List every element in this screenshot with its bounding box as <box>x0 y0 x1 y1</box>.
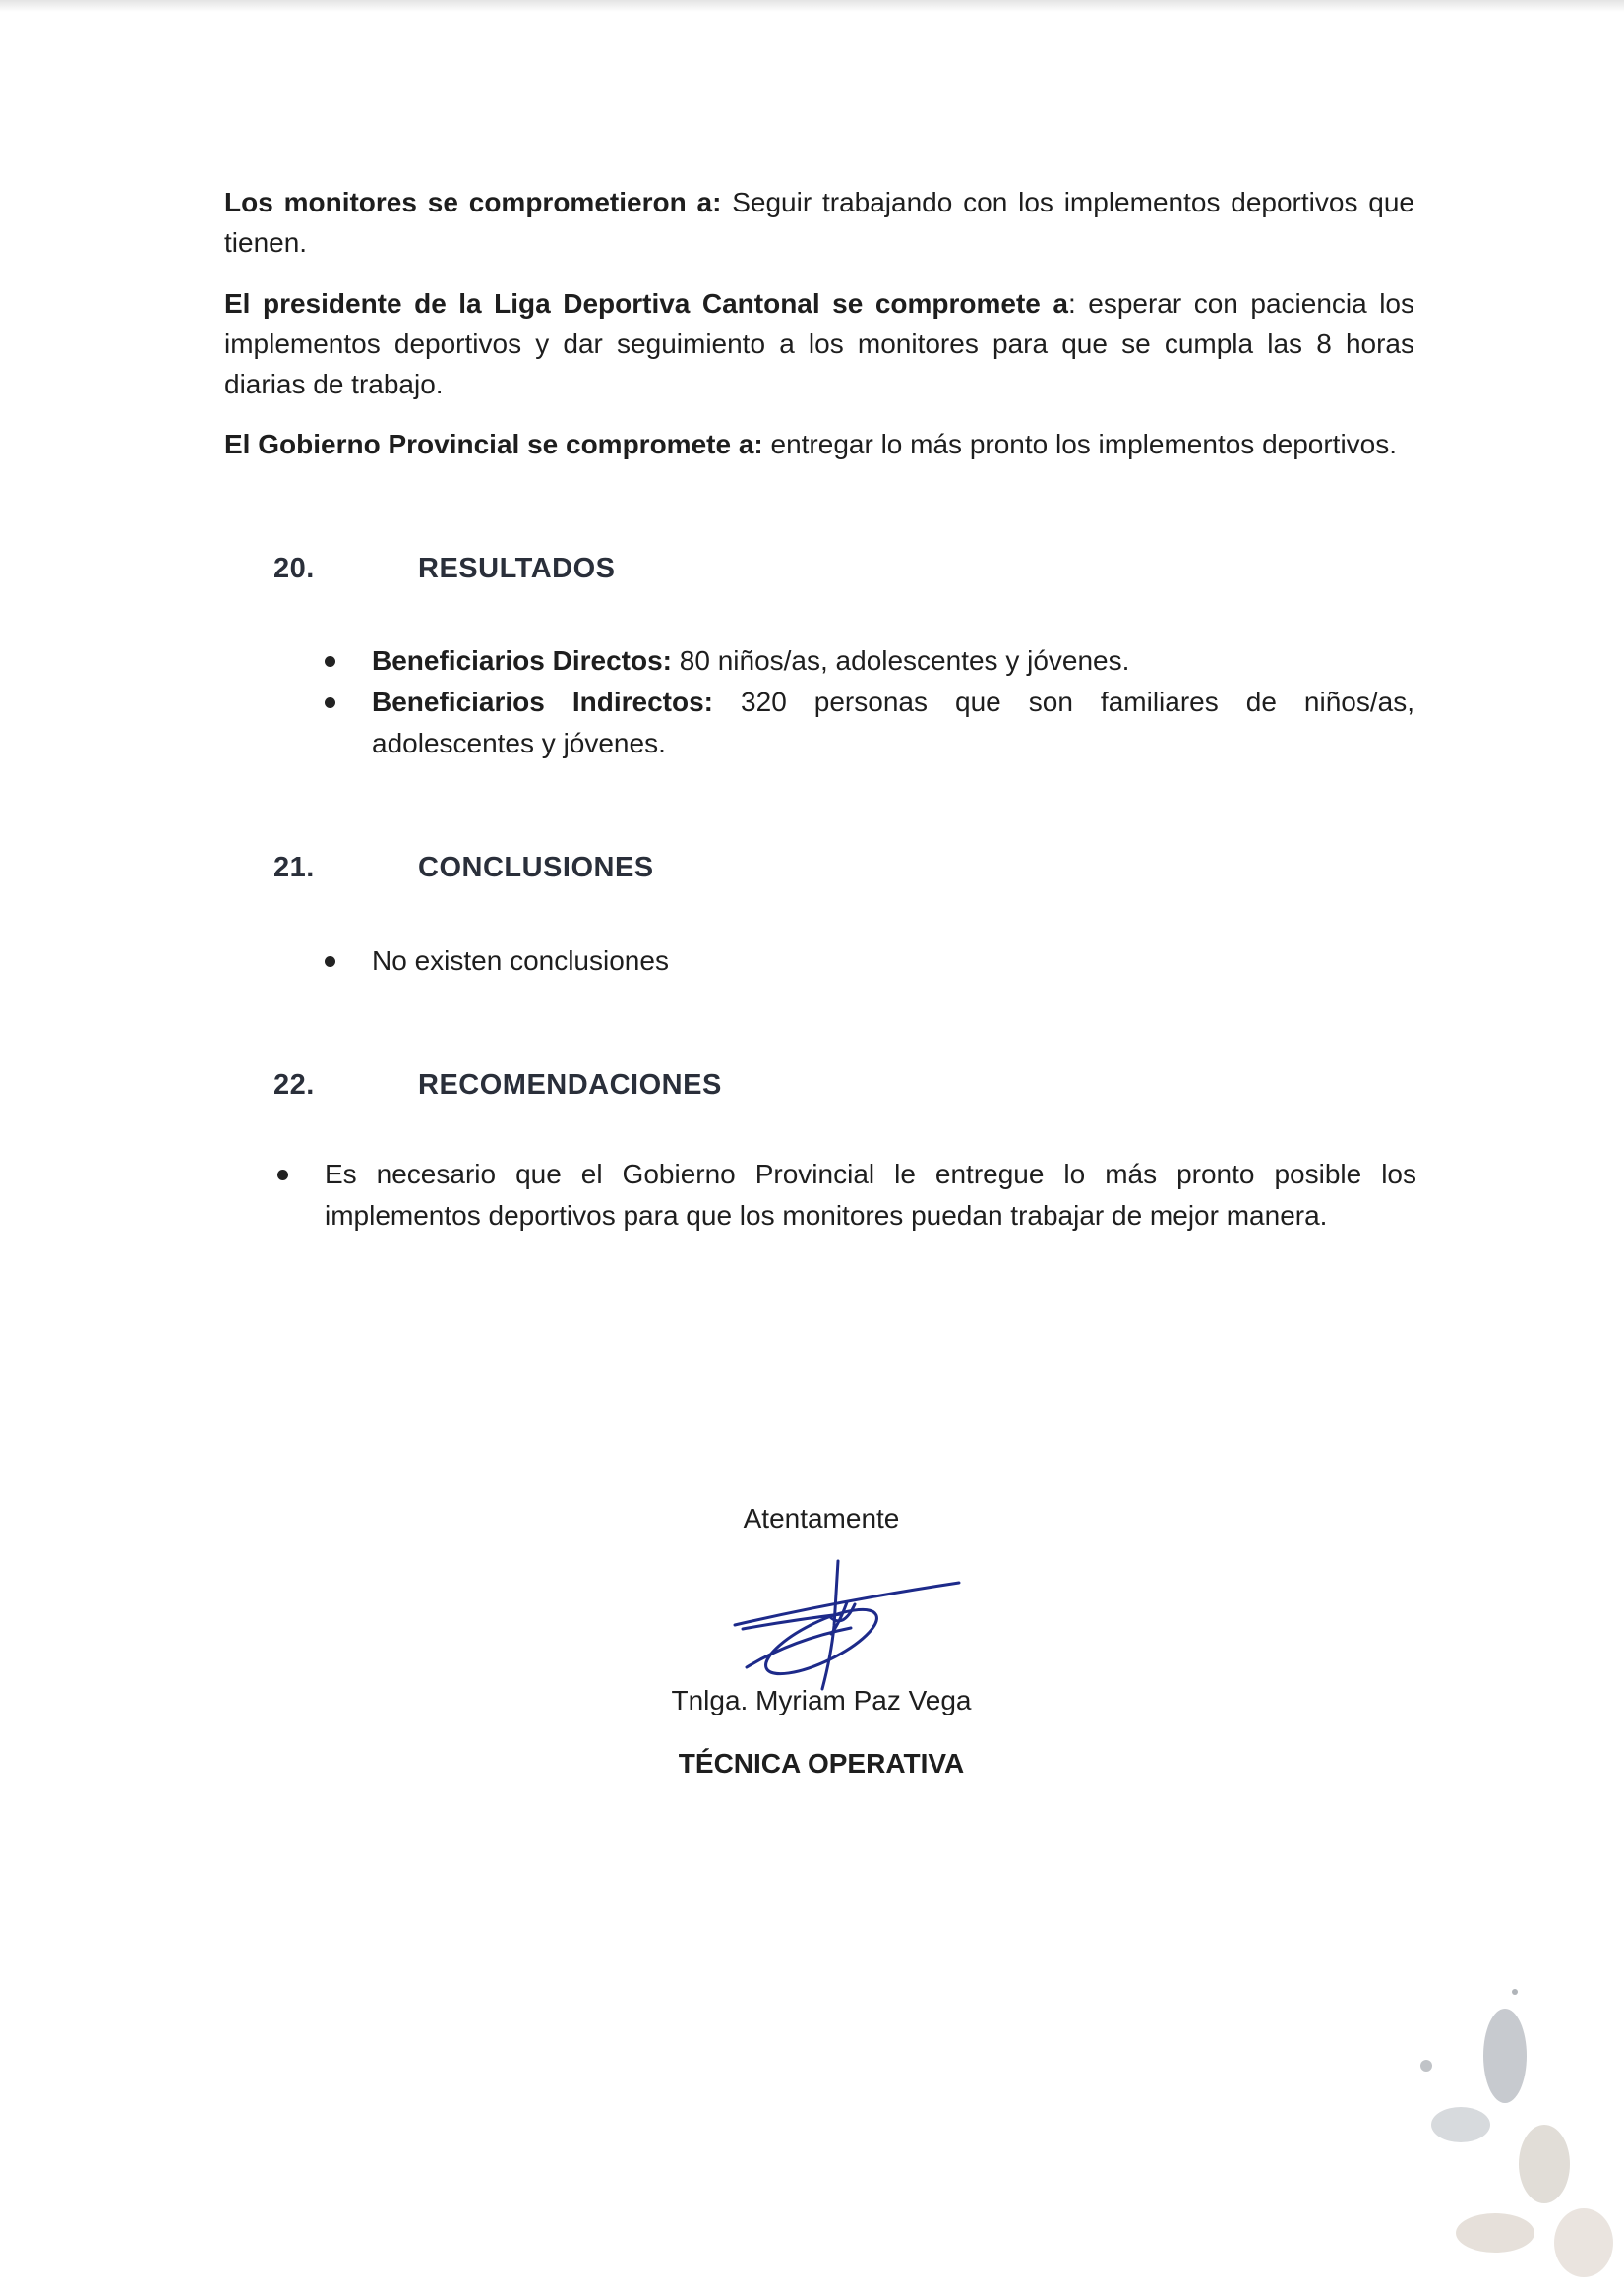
list-item <box>325 1154 1416 1236</box>
commitment-monitors <box>224 182 1414 263</box>
section-title: CONCLUSIONES <box>418 852 654 883</box>
list-item <box>372 940 1414 982</box>
results-list <box>372 640 1414 764</box>
signer-name: Tnlga. Myriam Paz Vega <box>671 1685 972 1715</box>
commitment-text: entregar lo más pronto los implementos deportivos. <box>762 429 1398 459</box>
bullet-icon <box>325 656 335 667</box>
item-text: Es necesario que el Gobierno Provincial le entregue lo más pronto posible los implementos deportivos para que los monitores puedan trabajar de mejor manera. <box>325 1159 1416 1231</box>
handwritten-signature <box>723 1549 979 1697</box>
commitment-text: : esperar con paciencia los implementos deportivos y dar seguimiento a los monitores para que se cumpla las 8 horas diarias de trabajo. <box>224 288 1414 399</box>
list-item <box>372 682 1414 764</box>
commitment-provincial-government <box>224 424 1414 464</box>
item-label: Beneficiarios Directos: <box>372 645 672 676</box>
section-title: RECOMENDACIONES <box>418 1069 722 1101</box>
section-number: 21. <box>273 852 315 883</box>
commitment-label: El presidente de la Liga Deportiva Cantonal se compromete a <box>224 288 1068 319</box>
item-text: 80 niños/as, adolescentes y jóvenes. <box>672 645 1130 676</box>
bullet-icon <box>325 956 335 967</box>
commitment-text: Seguir trabajando con los implementos deportivos que tienen. <box>224 187 1414 258</box>
item-text: No existen conclusiones <box>372 945 669 976</box>
recommendations-list <box>325 1154 1416 1236</box>
commitment-league-president <box>224 283 1414 404</box>
list-item <box>372 640 1414 682</box>
bullet-icon <box>277 1170 288 1180</box>
commitment-label: El Gobierno Provincial se compromete a: <box>224 429 763 459</box>
section-number: 20. <box>273 553 315 584</box>
bullet-icon <box>325 697 335 708</box>
section-title: RESULTADOS <box>418 553 616 584</box>
salutation: Atentamente <box>743 1503 900 1534</box>
item-text: 320 personas que son familiares de niños/as, adolescentes y jóvenes. <box>372 687 1414 758</box>
scan-edge-shadow <box>0 0 1624 12</box>
section-number: 22. <box>273 1069 315 1101</box>
item-label: Beneficiarios Indirectos: <box>372 687 714 717</box>
conclusions-list <box>372 940 1414 982</box>
signer-position: TÉCNICA OPERATIVA <box>678 1748 965 1778</box>
commitment-label: Los monitores se comprometieron a: <box>224 187 722 217</box>
scan-stain <box>1367 1967 1624 2287</box>
